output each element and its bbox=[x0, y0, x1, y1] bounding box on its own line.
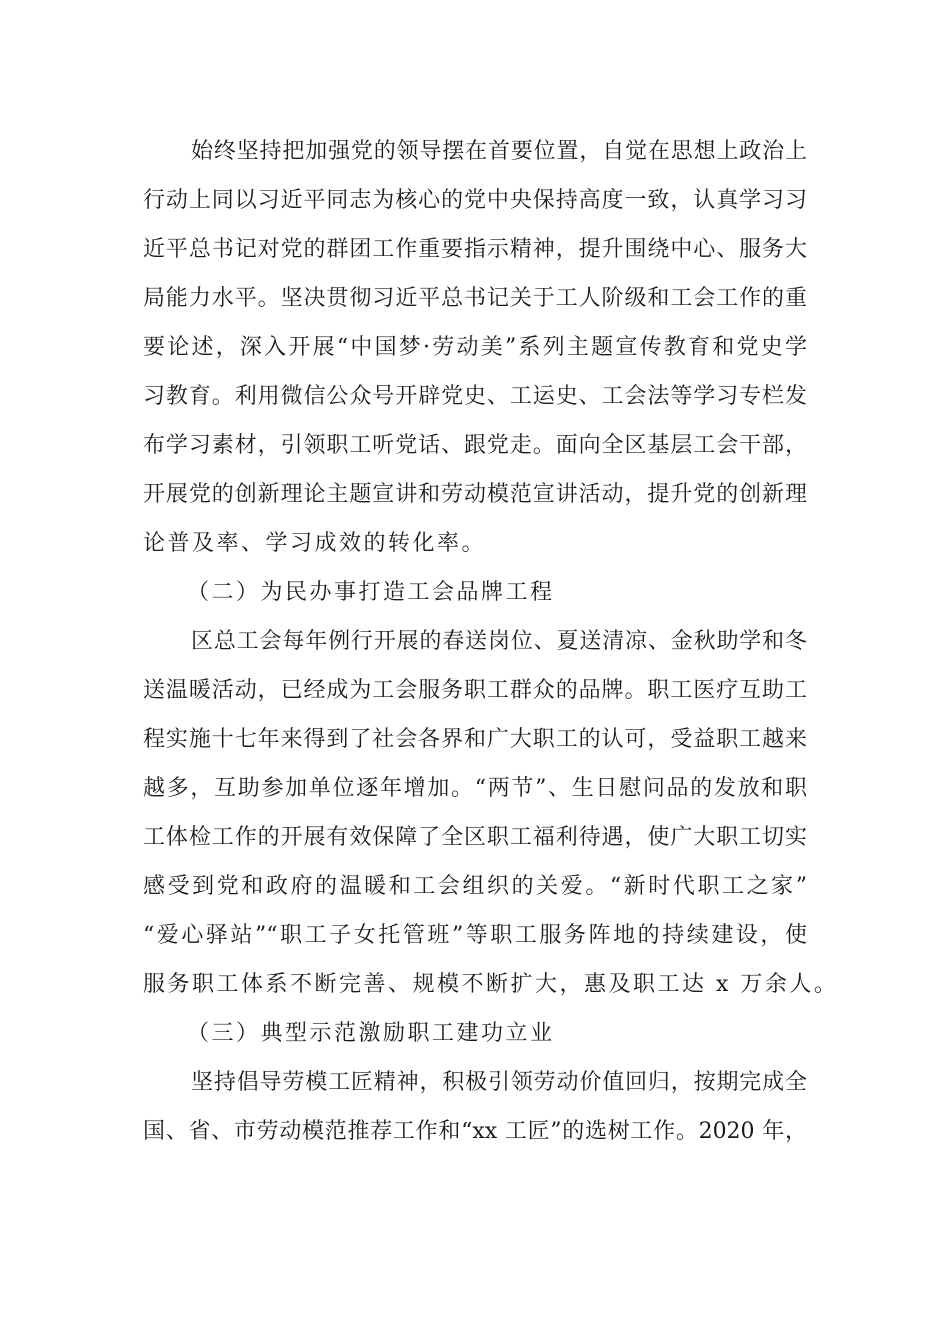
section-heading-3: （三）典型示范激励职工建功立业 bbox=[187, 1021, 555, 1046]
paragraph-2-line-2: 送温暖活动，已经成为工会服务职工群众的品牌。职工医疗互助工 bbox=[143, 678, 807, 703]
paragraph-2-line-4: 越多，互助参加单位逐年增加。“两节”、生日慰问品的发放和职 bbox=[143, 776, 807, 801]
paragraph-1-line-2: 行动上同以习近平同志为核心的党中央保持高度一致，认真学习习 bbox=[143, 188, 807, 213]
paragraph-2-line-7: “爱心驿站”“职工子女托管班”等职工服务阵地的持续建设，使 bbox=[143, 923, 807, 948]
paragraph-1-line-1: 始终坚持把加强党的领导摆在首要位置，自觉在思想上政治上 bbox=[191, 139, 807, 164]
paragraph-1-line-7: 布学习素材，引领职工听党话、跟党走。面向全区基层工会干部， bbox=[143, 433, 807, 458]
paragraph-1-line-4: 局能力水平。坚决贯彻习近平总书记关于工人阶级和工会工作的重 bbox=[143, 286, 807, 311]
paragraph-1-line-3: 近平总书记对党的群团工作重要指示精神，提升围绕中心、服务大 bbox=[143, 237, 807, 262]
paragraph-1-line-6: 习教育。利用微信公众号开辟党史、工运史、工会法等学习专栏发 bbox=[143, 384, 807, 409]
paragraph-1-line-8: 开展党的创新理论主题宣讲和劳动模范宣讲活动，提升党的创新理 bbox=[143, 482, 807, 507]
paragraph-1-line-9: 论普及率、学习成效的转化率。 bbox=[143, 531, 487, 556]
paragraph-2-line-5: 工体检工作的开展有效保障了全区职工福利待遇，使广大职工切实 bbox=[143, 825, 807, 850]
paragraph-1-line-5: 要论述，深入开展“中国梦·劳动美”系列主题宣传教育和党史学 bbox=[143, 335, 807, 360]
paragraph-2-line-8: 服务职工体系不断完善、规模不断扩大，惠及职工达 x 万余人。 bbox=[143, 972, 839, 997]
paragraph-2-line-1: 区总工会每年例行开展的春送岗位、夏送清凉、金秋助学和冬 bbox=[191, 629, 807, 654]
paragraph-2-line-6: 感受到党和政府的温暖和工会组织的关爱。“新时代职工之家” bbox=[143, 874, 807, 899]
paragraph-3-line-2: 国、省、市劳动模范推荐工作和“xx 工匠”的选树工作。2020 年， bbox=[143, 1119, 807, 1144]
section-heading-2: （二）为民办事打造工会品牌工程 bbox=[187, 580, 555, 605]
paragraph-2-line-3: 程实施十七年来得到了社会各界和广大职工的认可，受益职工越来 bbox=[143, 727, 807, 752]
paragraph-3-line-1: 坚持倡导劳模工匠精神，积极引领劳动价值回归，按期完成全 bbox=[191, 1070, 807, 1095]
